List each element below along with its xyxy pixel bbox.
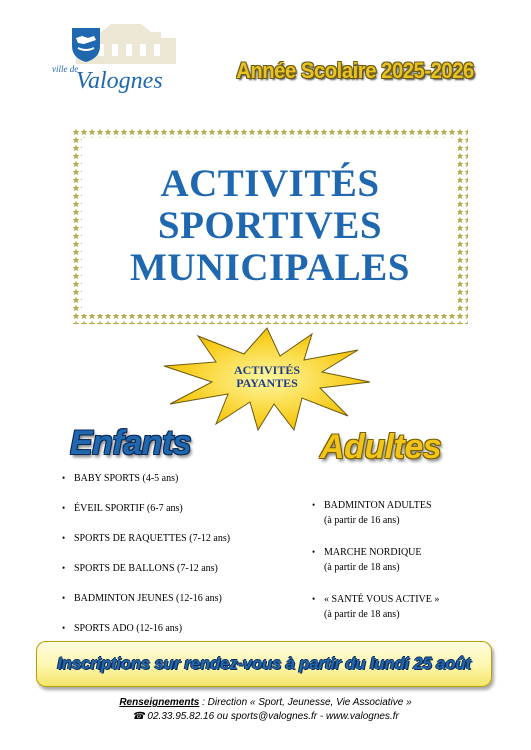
list-item: • BADMINTON JEUNES (12-16 ans) — [62, 593, 230, 623]
list-item: • SPORTS DE RAQUETTES (7-12 ans) — [62, 533, 230, 563]
activity-name: MARCHE NORDIQUE — [324, 547, 422, 558]
footer-label: Renseignements — [119, 697, 200, 708]
title-line-3: MUNICIPALES — [130, 246, 410, 289]
title-line-2: SPORTIVES — [157, 204, 383, 247]
adultes-activity-list — [312, 500, 439, 641]
activity-age: (à partir de 18 ans) — [324, 609, 400, 620]
list-item: • SPORTS ADO (12-16 ans) — [62, 623, 230, 653]
school-year-heading: Année Scolaire 2025-2026 — [236, 58, 474, 83]
logo-prefix: ville de — [52, 64, 79, 74]
badge-line-1: ACTIVITÉS — [233, 363, 301, 377]
title-block — [86, 140, 454, 312]
list-item — [312, 500, 439, 547]
logo-name: Valognes — [76, 68, 163, 94]
footer-contact — [0, 711, 531, 722]
activity-age: (à partir de 18 ans) — [324, 562, 400, 573]
registration-text: Inscriptions sur rendez-vous à partir du lundi 25 août — [57, 654, 471, 673]
badge-line-2: PAYANTES — [236, 376, 298, 390]
telephone-icon: ☎ — [132, 711, 145, 722]
list-item: • SPORTS DE BALLONS (7-12 ans) — [62, 563, 230, 593]
list-item: • ÉVEIL SPORTIF (6-7 ans) — [62, 503, 230, 533]
footer-info — [0, 697, 531, 708]
activity-name: « SANTÉ VOUS ACTIVE » — [324, 594, 440, 605]
enfants-activity-list — [62, 473, 230, 653]
activity-name: BADMINTON ADULTES — [324, 500, 432, 511]
contact-text: 02.33.95.82.16 ou sports@valognes.fr - www.valognes.fr — [147, 711, 399, 722]
list-item: • BABY SPORTS (4-5 ans) — [62, 473, 230, 503]
registration-banner — [36, 641, 492, 687]
adultes-heading: Adultes — [320, 428, 442, 466]
enfants-heading: Enfants — [70, 424, 192, 462]
footer-direction: : Direction « Sport, Jeunesse, Vie Associative » — [199, 697, 412, 708]
list-item — [312, 594, 439, 641]
activity-age: (à partir de 16 ans) — [324, 515, 400, 526]
list-item — [312, 547, 439, 594]
title-line-1: ACTIVITÉS — [160, 162, 380, 205]
paid-activities-badge — [212, 364, 322, 390]
